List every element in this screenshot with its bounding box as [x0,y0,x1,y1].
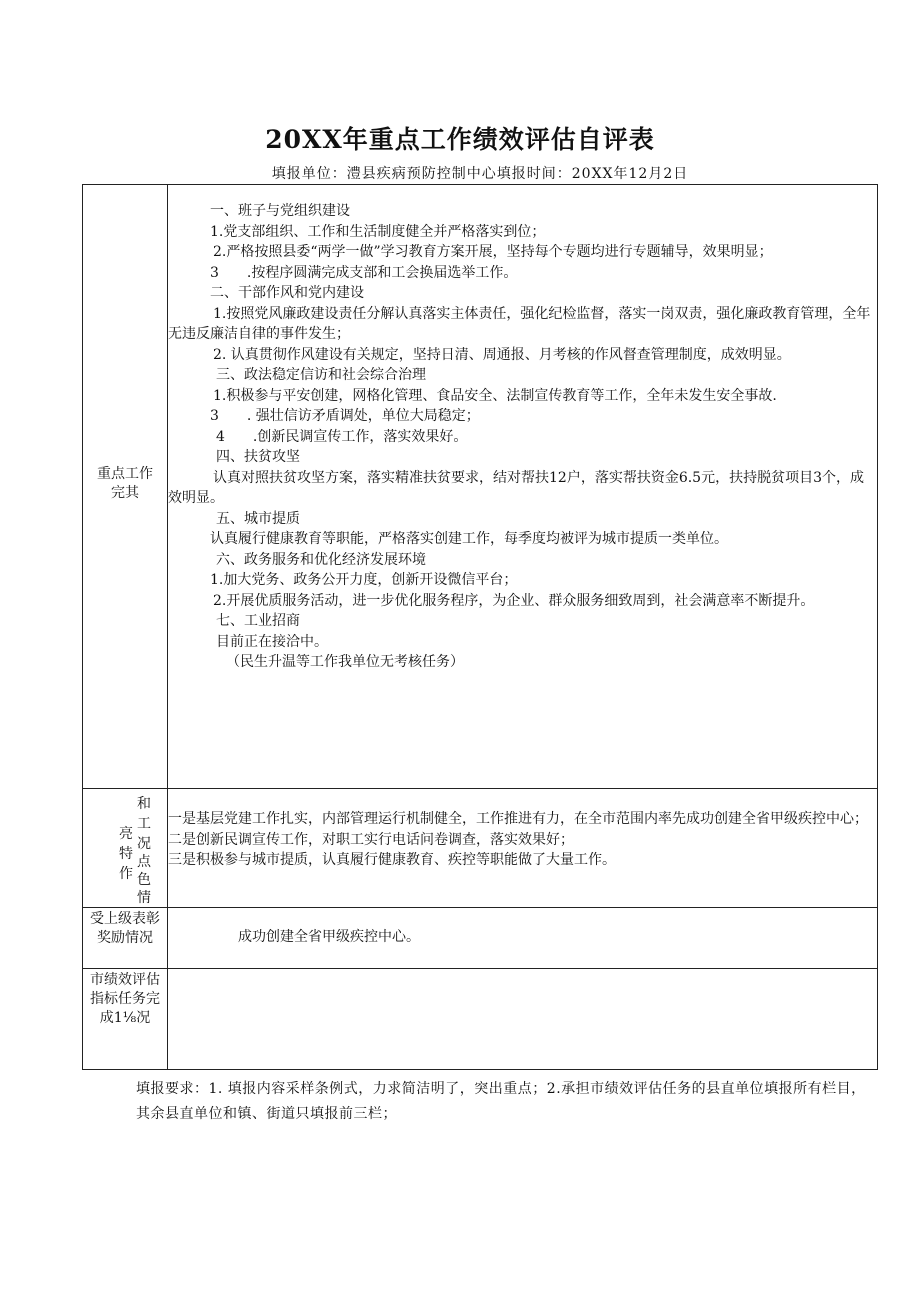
list-item: 1.按照党风廉政建设责任分解认真落实主体责任，强化纪检监督，落实一岗双责，强化廉政教育管理，全年无违反廉洁自律的事件发生； [168,305,871,342]
page-title: 20XX年重点工作绩效评估自评表 [265,125,655,154]
list-item: 4 .创新民调宣传工作，落实效果好。 [216,428,468,445]
section-heading: 五、城市提质 [216,510,300,527]
key-work-content [168,185,878,789]
section-heading: 三、政法稳定信访和社会综合治理 [216,367,426,383]
label-char: 况 [137,836,151,852]
label-char: 点 [137,854,151,870]
self-evaluation-table [82,184,878,1070]
list-item: 一是基层党建工作扎实，内部管理运行机制健全，工作推进有力，在全市范围内率先成功创建全省甲级疾控中心； [168,811,868,827]
list-item: 三是积极参与城市提质，认真履行健康教育、疾控等职能做了大量工作。 [168,852,616,868]
label-char: 特 [119,846,133,862]
label-char: 情 [137,890,151,906]
list-item: 3 .按程序圆满完成支部和工会换届选举工作。 [210,264,518,281]
table-row-performance [83,969,878,1070]
highlights-content [168,789,878,908]
list-item: 2.开展优质服务活动，进一步优化服务程序，为企业、群众服务细致周到，社会满意率不断提升。 [213,592,815,609]
section-heading: 一、班子与党组织建设 [210,203,350,219]
table-row-highlights [83,789,878,908]
awards-content [168,908,878,969]
awards-text: 成功创建全省甲级疾控中心。 [238,929,420,945]
filling-requirements: 填报要求：1. 填报内容采样条例式，力求简洁明了，突出重点；2.承担市绩效评估任务的县直单位填报所有栏目，其余县直单位和镇、街道只填报前三栏； [136,1081,866,1122]
list-item: 目前正在接洽中。 [216,633,328,650]
label-char: 和 [137,796,151,812]
list-item: 2.严格按照县委“两学一做”学习教育方案开展，坚持每个专题均进行专题辅导，效果明显； [213,244,773,260]
section-heading: 六、政务服务和优化经济发展环境 [216,551,426,568]
list-item: （民生升温等工作我单位无考核任务） [226,654,464,670]
row-label-performance [83,969,168,1070]
list-item: 二是创新民调宣传工作，对职工实行电话问卷调查，落实效果好； [168,831,574,848]
list-item: 2. 认真贯彻作风建设有关规定，坚持日清、周通报、月考核的作风督查管理制度，成效明显。 [213,346,791,363]
list-item: 认真履行健康教育等职能，严格落实创建工作，每季度均被评为城市提质一类单位。 [210,531,728,547]
performance-content [168,969,878,1070]
page-subtitle: 填报单位：澧县疾病预防控制中心填报时间：20XX年12月2日 [271,166,689,182]
row-label-key-work [83,185,168,789]
key-work-label: 重点工作 完其 [97,466,153,501]
performance-label: 市绩效评估指标任务完成1⅛况 [90,972,160,1026]
list-item: 3 . 强壮信访矛盾调处，单位大局稳定； [210,408,480,424]
row-label-awards [83,908,168,969]
label-char: 作 [119,866,133,882]
list-item: 认真对照扶贫攻坚方案，落实精准扶贫要求，结对帮扶12户，落实帮扶资金6.5元，扶持脱贫项目3个，成效明显。 [168,469,864,506]
section-heading: 四、扶贫攻坚 [216,449,300,465]
awards-label: 受上级表彰奖励情况 [90,911,160,946]
section-heading: 二、干部作风和党内建设 [210,285,364,301]
label-char: 色 [137,872,151,888]
label-char: 工 [137,816,151,832]
table-row-awards [83,908,878,969]
row-label-highlights [83,789,168,908]
list-item: 1.积极参与平安创建，网格化管理、食品安全、法制宣传教育等工作，全年未发生安全事故. [213,387,777,404]
table-row-key-work [83,185,878,789]
list-item: 1.加大党务、政务公开力度，创新开设微信平台； [210,572,518,588]
section-heading: 七、工业招商 [216,613,300,629]
list-item: 1.党支部组织、工作和生活制度健全并严格落实到位； [210,223,546,240]
label-char: 亮 [119,826,133,842]
